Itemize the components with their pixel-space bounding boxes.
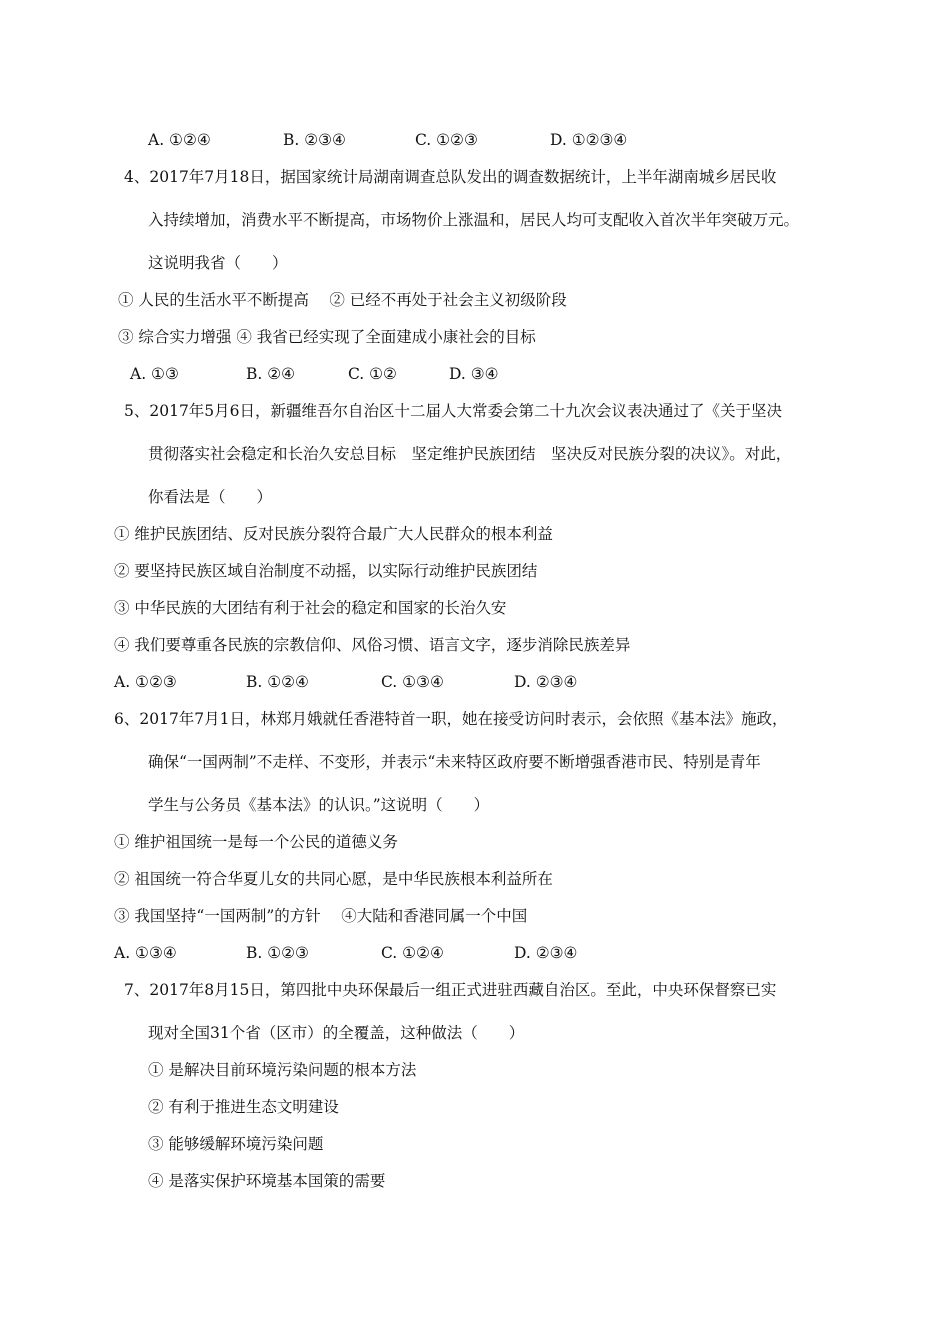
statement: ① 维护民族团结、反对民族分裂符合最广大人民群众的根本利益 (114, 525, 553, 543)
question-stem: 7、2017年8月15日，第四批中央环保最后一组正式进驻西藏自治区。至此，中央环保督察已实 (124, 981, 777, 999)
question-stem: 学生与公务员《基本法》的认识。”这说明（ ） (148, 796, 490, 814)
question-stem: 5、2017年5月6日，新疆维吾尔自治区十二届人大常委会第二十九次会议表决通过了《关于坚决 (124, 402, 783, 420)
question-stem: 入持续增加，消费水平不断提高，市场物价上涨温和，居民人均可支配收入首次半年突破万元。 (148, 211, 800, 229)
statement: ③ 中华民族的大团结有利于社会的稳定和国家的长治久安 (114, 599, 507, 617)
question-stem: 现对全国31个省（区市）的全覆盖，这种做法（ ） (148, 1024, 525, 1042)
question-stem: 4、2017年7月18日，据国家统计局湖南调查总队发出的调查数据统计，上半年湖南城乡居民收 (124, 168, 777, 186)
option-d: D. ②③④ (514, 673, 578, 691)
option-a: A. ①③④ (114, 944, 177, 962)
option-d: D. ①②③④ (550, 131, 628, 149)
option-b: B. ②④ (246, 365, 296, 383)
statement: ① 人民的生活水平不断提高 ② 已经不再处于社会主义初级阶段 (118, 291, 567, 309)
option-c: C. ①② (348, 365, 397, 383)
option-c: C. ①③④ (381, 673, 444, 691)
option-b: B. ①②③ (246, 944, 309, 962)
statement: ① 是解决目前环境污染问题的根本方法 (148, 1061, 417, 1079)
statement: ② 有利于推进生态文明建设 (148, 1098, 339, 1116)
statement: ① 维护祖国统一是每一个公民的道德义务 (114, 833, 398, 851)
statement: ② 祖国统一符合华夏儿女的共同心愿，是中华民族根本利益所在 (114, 870, 553, 888)
statement: ③ 综合实力增强 ④ 我省已经实现了全面建成小康社会的目标 (118, 328, 536, 346)
option-a: A. ①②④ (148, 131, 211, 149)
statement: ④ 我们要尊重各民族的宗教信仰、风俗习惯、语言文字，逐步消除民族差异 (114, 636, 631, 654)
statement: ③ 能够缓解环境污染问题 (148, 1135, 324, 1153)
option-d: D. ②③④ (514, 944, 578, 962)
option-d: D. ③④ (449, 365, 499, 383)
statement: ④ 是落实保护环境基本国策的需要 (148, 1172, 386, 1190)
option-c: C. ①②③ (415, 131, 478, 149)
option-c: C. ①②④ (381, 944, 444, 962)
option-b: B. ①②④ (246, 673, 309, 691)
question-stem: 这说明我省（ ） (148, 254, 288, 272)
question-stem: 贯彻落实社会稳定和长治久安总目标 坚定维护民族团结 坚决反对民族分裂的决议》。对此， (148, 445, 792, 463)
option-a: A. ①③ (130, 365, 179, 383)
question-stem: 你看法是（ ） (148, 488, 273, 506)
question-stem: 确保“一国两制”不走样、不变形，并表示“未来特区政府要不断增强香港市民、特别是青年 (148, 753, 761, 771)
statement: ③ 我国坚持“一国两制”的方针 ④大陆和香港同属一个中国 (114, 907, 528, 925)
option-a: A. ①②③ (114, 673, 177, 691)
option-b: B. ②③④ (283, 131, 346, 149)
question-stem: 6、2017年7月1日，林郑月娥就任香港特首一职，她在接受访问时表示，会依照《基本法》施政， (114, 710, 788, 728)
statement: ② 要坚持民族区域自治制度不动摇，以实际行动维护民族团结 (114, 562, 538, 580)
